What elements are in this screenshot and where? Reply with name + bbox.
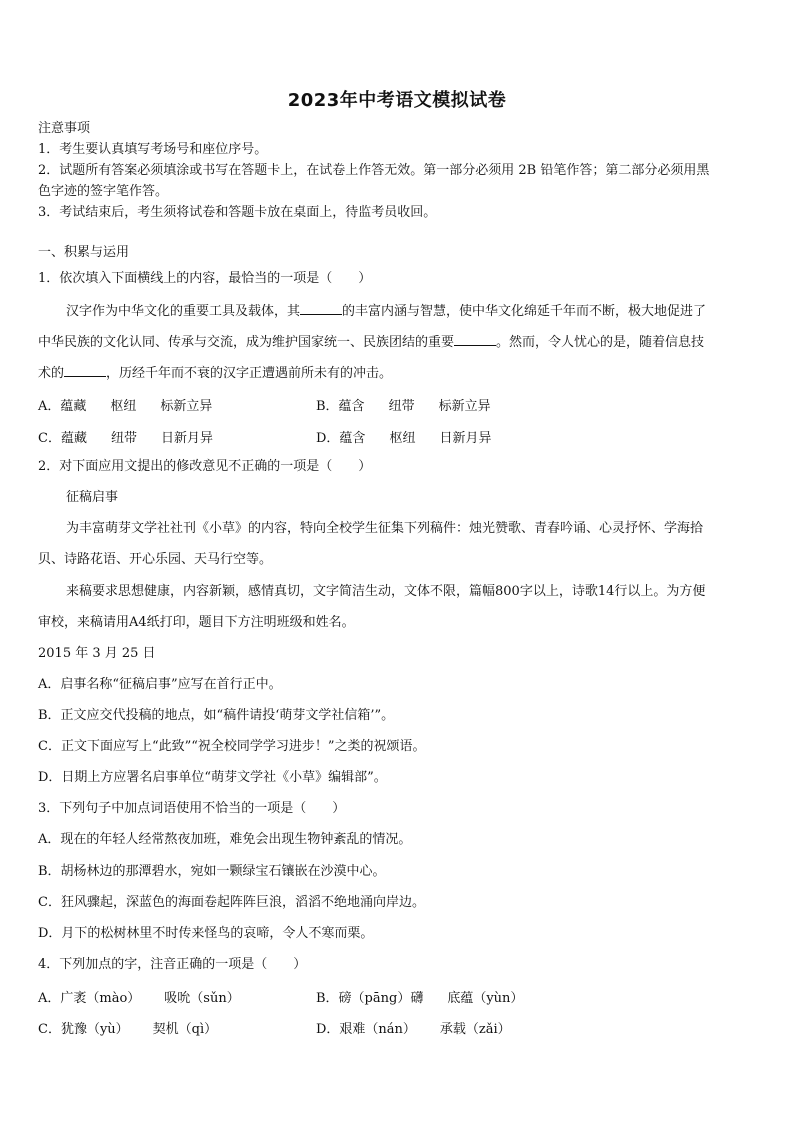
option-a: A．现在的年轻人经常熬夜加班，难免会出现生物钟紊乱的情况。 [38,832,412,847]
notice-body-line: 为丰富萌芽文学社社刊《小草》的内容，特向全校学生征集下列稿件：烛光赞歌、青春吟诵、心灵抒怀、学海拾 [66,521,704,536]
notice-heading: 注意事项 [38,121,91,136]
question-stem: 2．对下面应用文提出的修改意见不正确的一项是（ ） [38,459,372,474]
option-d: D．日期上方应署名启事单位“萌芽文学社《小草》编辑部”。 [38,770,387,785]
option-word: C．犹豫（yù） [38,1022,129,1037]
option-word: 日新月异 [439,431,492,446]
option-c [38,427,213,446]
option-word: 日新月异 [160,431,213,446]
passage-line [66,302,758,321]
option-word: B．蕴含 [316,399,365,414]
option-word: 承载（zǎi） [439,1022,511,1037]
option-a: A．启事名称“征稿启事”应写在首行正中。 [38,677,282,692]
option-d [316,1018,511,1037]
option-word: 枢纽 [110,399,137,414]
option-word: 纽带 [110,431,137,446]
question-stem: 3．下列句子中加点词语使用不恰当的一项是（ ） [38,801,346,816]
question-stem: 4．下列加点的字，注音正确的一项是（ ） [38,957,307,972]
option-d: D．月下的松树林里不时传来怪鸟的哀啼，令人不寒而栗。 [38,926,374,941]
notice-item: 2．试题所有答案必须填涂或书写在答题卡上，在试卷上作答无效。第一部分必须用 2B 铅笔作答；第二部分必须用黑 [38,163,710,178]
notice-item: 3．考试结束后，考生须将试卷和答题卡放在桌面上，待监考员收回。 [38,205,437,220]
passage-text: 中华民族的文化认同、传承与交流，成为维护国家统一、民族团结的重要 [38,335,455,350]
passage-text: 的丰富内涵与智慧，使中华文化绵延千年而不断，极大地促进了 [342,304,707,319]
option-word: 吸吮（sǔn） [164,991,240,1006]
option-word: 标新立异 [160,399,213,414]
passage-text: ，历经千年而不衰的汉字正遭遇前所未有的冲击。 [106,366,393,381]
option-word: 标新立异 [438,399,491,414]
option-c: C．狂风骤起，深蓝色的海面卷起阵阵巨浪，滔滔不绝地涌向岸边。 [38,895,425,910]
option-b [316,987,523,1006]
passage-text: 。然而，令人忧心的是，随着信息技 [496,335,705,350]
option-b: B．正文应交代投稿的地点，如“稿件请投‘萌芽文学社信箱’”。 [38,708,395,723]
notice-title: 征稿启事 [66,490,119,505]
option-word: 枢纽 [389,431,416,446]
passage-text: 汉字作为中华文化的重要工具及载体，其 [66,304,301,319]
passage-line [38,333,758,352]
option-b [316,395,491,414]
notice-body-line: 来稿要求思想健康，内容新颖，感情真切，文字简洁生动，文体不限，篇幅800字以上，诗歌14行以上。为方便 [66,584,706,599]
option-word: A．广袤（mào） [38,991,141,1006]
option-word: 底蕴（yùn） [447,991,524,1006]
option-word: C．蕴藏 [38,431,87,446]
blank-line [454,333,496,346]
notice-body-line: 贝、诗路花语、开心乐园、天马行空等。 [38,552,273,567]
blank-line [300,302,342,315]
option-c [38,1018,217,1037]
passage-text: 术的 [38,366,65,381]
question-stem: 1．依次填入下面横线上的内容，最恰当的一项是（ ） [38,271,372,286]
notice-date: 2015 年 3 月 25 日 [38,646,156,661]
blank-line [64,364,106,377]
option-a [38,987,240,1006]
option-word: 纽带 [388,399,415,414]
option-d [316,427,491,446]
option-word: D．蕴含 [316,431,366,446]
option-word: D．艰难（nán） [316,1022,416,1037]
option-word: A．蕴藏 [38,399,87,414]
option-a [38,395,212,414]
option-b: B．胡杨林边的那潭碧水，宛如一颗绿宝石镶嵌在沙漠中心。 [38,864,386,879]
option-word: B．磅（pāng）礴 [316,991,424,1006]
option-c: C．正文下面应写上“此致”“祝全校同学学习进步！”之类的祝颂语。 [38,739,426,754]
notice-item: 1．考生要认真填写考场号和座位序号。 [38,142,268,157]
option-word: 契机（qì） [152,1022,218,1037]
section-heading: 一、积累与运用 [38,245,130,260]
notice-item: 色字迹的签字笔作答。 [38,184,169,199]
page-title: 2023年中考语文模拟试卷 [287,90,507,111]
passage-line [38,364,758,383]
notice-body-line: 审校，来稿请用A4纸打印，题目下方注明班级和姓名。 [38,615,355,630]
